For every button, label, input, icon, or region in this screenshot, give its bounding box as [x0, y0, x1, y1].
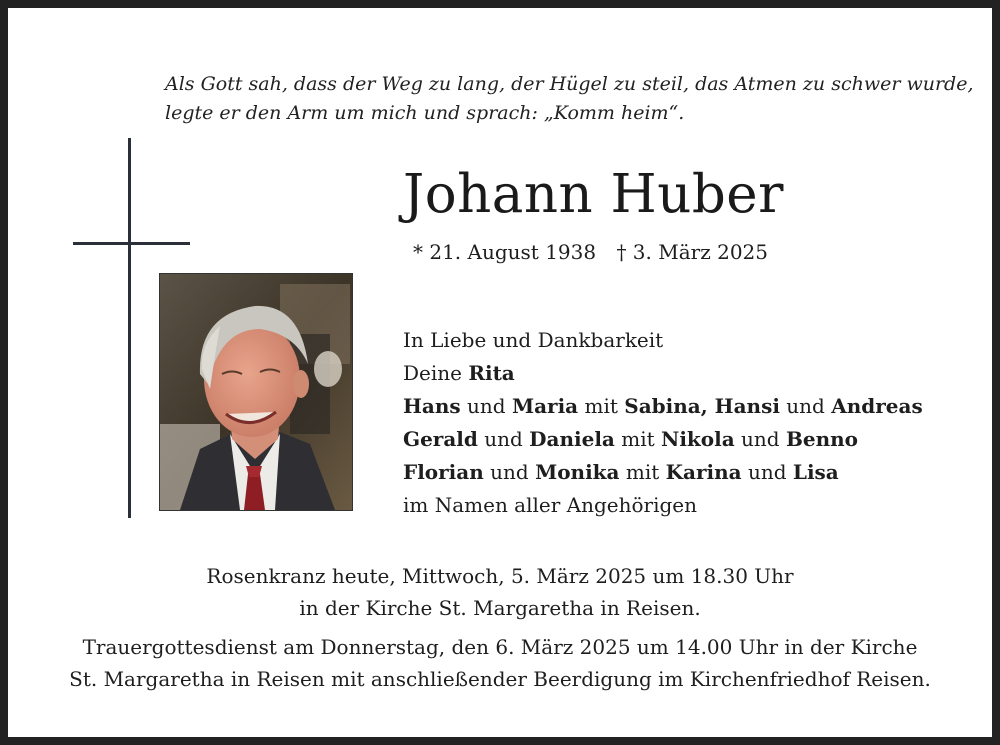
memorial-quote	[165, 70, 974, 128]
connector: und	[477, 427, 530, 451]
cross-icon-horizontal-bar	[73, 242, 190, 245]
deceased-name: Johann Huber	[403, 164, 784, 225]
cross-icon-vertical-bar	[128, 138, 131, 518]
rosary-line-2: in der Kirche St. Margaretha in Reisen.	[299, 596, 701, 620]
family-name: Maria	[511, 394, 579, 418]
death-date: † 3. März 2025	[616, 240, 769, 264]
family-name: Monika	[535, 460, 620, 484]
family-name: Karina	[665, 460, 742, 484]
birth-date: * 21. August 1938	[413, 240, 597, 264]
family-name: Sabina, Hansi	[624, 394, 780, 418]
family-name: Gerald	[403, 427, 478, 451]
family-name: Lisa	[792, 460, 839, 484]
connector: mit	[619, 460, 666, 484]
funeral-service-info	[8, 631, 992, 695]
connector: mit	[614, 427, 662, 451]
mourners-list	[403, 324, 923, 522]
family-name: Nikola	[661, 427, 735, 451]
family-name: Hans	[403, 394, 461, 418]
mourners-family-row-2	[403, 423, 923, 456]
mourners-intro: In Liebe und Dankbarkeit	[403, 328, 664, 352]
spouse-prefix: Deine	[403, 361, 462, 385]
connector: mit	[578, 394, 625, 418]
funeral-line-2: St. Margaretha in Reisen mit anschließender Beerdigung im Kirchenfriedhof Reisen.	[69, 667, 931, 691]
connector: und	[741, 460, 793, 484]
mourners-family-row-3	[403, 456, 923, 489]
mourners-spouse-line	[403, 357, 923, 390]
family-name: Andreas	[831, 394, 923, 418]
obituary-notice	[8, 8, 992, 737]
connector: und	[779, 394, 832, 418]
quote-line-2: legte er den Arm um mich und sprach: „Komm heim“.	[165, 102, 685, 124]
rosary-info	[8, 560, 992, 624]
portrait-illustration	[160, 274, 352, 510]
life-dates	[413, 240, 782, 264]
spouse-name: Rita	[468, 361, 515, 385]
connector: und	[460, 394, 512, 418]
family-name: Benno	[785, 427, 859, 451]
connector: und	[483, 460, 536, 484]
portrait-photo	[159, 273, 353, 511]
family-name: Daniela	[529, 427, 615, 451]
connector: und	[734, 427, 786, 451]
family-name: Florian	[403, 460, 484, 484]
rosary-line-1: Rosenkranz heute, Mittwoch, 5. März 2025 um 18.30 Uhr	[206, 564, 794, 588]
funeral-line-1: Trauergottesdienst am Donnerstag, den 6. März 2025 um 14.00 Uhr in der Kirche	[82, 635, 918, 659]
quote-line-1: Als Gott sah, dass der Weg zu lang, der Hügel zu steil, das Atmen zu schwer wurde,	[165, 73, 974, 95]
mourners-closing: im Namen aller Angehörigen	[403, 493, 698, 517]
mourners-family-row-1	[403, 390, 923, 423]
